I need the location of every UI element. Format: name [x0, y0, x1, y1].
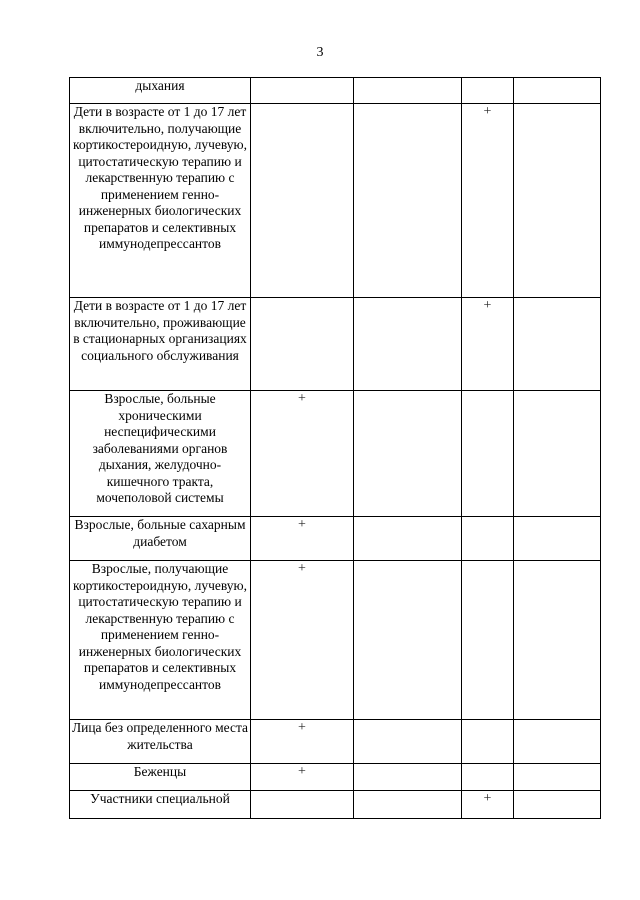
vaccination-table	[69, 77, 601, 819]
mark-cell: +	[251, 391, 354, 517]
mark-cell	[251, 104, 354, 298]
table-row	[70, 764, 601, 791]
table-row	[70, 791, 601, 819]
mark-cell	[514, 791, 601, 819]
mark-cell	[514, 720, 601, 764]
mark-cell	[514, 391, 601, 517]
mark-cell	[514, 517, 601, 561]
table-row	[70, 104, 601, 298]
table-row	[70, 720, 601, 764]
category-cell: Взрослые, больные хроническими неспецифическими заболеваниями органов дыхания, желудочно-кишечного тракта, мочеполовой системы	[70, 391, 251, 517]
table-row	[70, 517, 601, 561]
mark-cell	[354, 791, 462, 819]
mark-cell	[462, 517, 514, 561]
mark-cell	[251, 298, 354, 391]
table-row	[70, 298, 601, 391]
mark-cell: +	[462, 298, 514, 391]
mark-cell	[514, 764, 601, 791]
mark-cell	[354, 104, 462, 298]
mark-cell	[462, 391, 514, 517]
mark-cell	[514, 298, 601, 391]
mark-cell	[354, 78, 462, 104]
mark-cell	[462, 720, 514, 764]
mark-cell	[251, 791, 354, 819]
table-row	[70, 391, 601, 517]
mark-cell: +	[251, 561, 354, 720]
mark-cell	[462, 78, 514, 104]
mark-cell	[354, 298, 462, 391]
category-cell: Взрослые, больные сахарным диабетом	[70, 517, 251, 561]
mark-cell	[354, 720, 462, 764]
mark-cell	[354, 764, 462, 791]
mark-cell	[354, 561, 462, 720]
category-cell: Дети в возрасте от 1 до 17 лет включительно, проживающие в стационарных организациях социального обслуживания	[70, 298, 251, 391]
mark-cell	[251, 78, 354, 104]
mark-cell	[514, 561, 601, 720]
mark-cell	[354, 391, 462, 517]
category-cell: Дети в возрасте от 1 до 17 лет включительно, получающие кортикостероидную, лучевую, цитостатическую терапию и лекарственную терапию с применением генно-инженерных биологических препаратов и селективных иммунодепрессантов	[70, 104, 251, 298]
table-row	[70, 561, 601, 720]
category-cell: Взрослые, получающие кортикостероидную, лучевую, цитостатическую терапию и лекарственную терапию с применением генно-инженерных биологических препаратов и селективных иммунодепрессантов	[70, 561, 251, 720]
mark-cell: +	[251, 517, 354, 561]
mark-cell: +	[462, 104, 514, 298]
table-row	[70, 78, 601, 104]
mark-cell: +	[251, 764, 354, 791]
page-number: 3	[316, 45, 324, 60]
category-cell: Беженцы	[70, 764, 251, 791]
mark-cell	[514, 104, 601, 298]
mark-cell: +	[251, 720, 354, 764]
mark-cell	[514, 78, 601, 104]
mark-cell: +	[462, 791, 514, 819]
category-cell: дыхания	[70, 78, 251, 104]
category-cell: Участники специальной	[70, 791, 251, 819]
mark-cell	[462, 764, 514, 791]
category-cell: Лица без определенного места жительства	[70, 720, 251, 764]
mark-cell	[354, 517, 462, 561]
mark-cell	[462, 561, 514, 720]
